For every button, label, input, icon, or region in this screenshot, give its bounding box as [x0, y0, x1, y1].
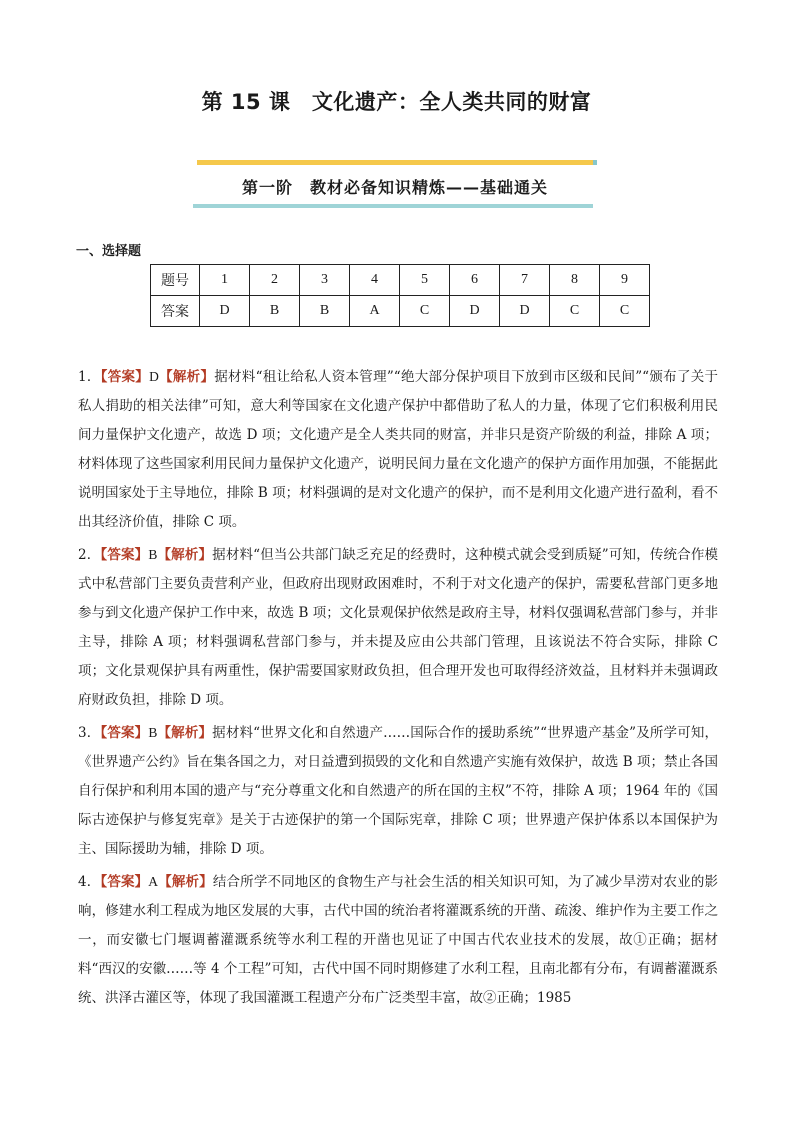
explanation-item [78, 718, 718, 864]
analysis-text: 据材料“租让给私人资本管理”“绝大部分保护项目下放到市区级和民间”“颁布了关于私人捐助的相关法律”可知，意大利等国家在文化遗产保护中都借助了私人的力量，体现了它们积极利用民间力量保护文化遗产，故选 D 项；文化遗产是全人类共同的财富，并非只是资产阶级的利益，排除 A 项；材料体现了这些国家利用民间力量保护文化遗产，说明民间力量在文化遗产的保护方面作用加强，不能据此说明国家处于主导地位，排除 B 项；材料强调的是对文化遗产的保护，而不是利用文化遗产进行盈利，看不出其经济价值，排除 C 项。 [78, 369, 719, 530]
explanation-item [78, 867, 718, 1013]
table-cell: 8 [550, 265, 600, 296]
table-cell: 2 [250, 265, 300, 296]
table-cell: 3 [300, 265, 350, 296]
analysis-tag: 【解析】 [158, 369, 215, 385]
answer-tag: 【答案】 [100, 369, 150, 385]
banner-top-bar [197, 160, 593, 165]
table-row-numbers [151, 265, 650, 296]
answer-tag: 【答案】 [100, 874, 149, 890]
table-cell: 1 [200, 265, 250, 296]
table-cell: B [300, 296, 350, 327]
table-cell: D [450, 296, 500, 327]
analysis-tag: 【解析】 [158, 874, 213, 890]
table-cell: A [350, 296, 400, 327]
analysis-text: 据材料“世界文化和自然遗产……国际合作的援助系统”“世界遗产基金”及所学可知，《世界遗产公约》旨在集各国之力，对日益遭到损毁的文化和自然遗产实施有效保护，故选 B 项；禁止各国自行保护和利用本国的遗产与“充分尊重文化和自然遗产的所在国的主权”不符，排除 A 项；1964 年的《国际古迹保护与修复宪章》是关于古迹保护的第一个国际宪章，排除 C 项；世界遗产保护体系以本国保护为主、国际援助为辅，排除 D 项。 [78, 725, 719, 857]
lesson-title: 第 15 课 文化遗产：全人类共同的财富 [201, 90, 592, 114]
item-number: 2． [78, 547, 101, 563]
table-cell: 4 [350, 265, 400, 296]
answer-letter: B [148, 547, 158, 562]
table-cell: 7 [500, 265, 550, 296]
banner-title: 第一阶 教材必备知识精炼——基础通关 [241, 178, 548, 197]
table-cell: D [200, 296, 250, 327]
table-cell: C [550, 296, 600, 327]
explanations [78, 362, 718, 1016]
answer-letter: A [148, 874, 159, 889]
item-number: 4． [78, 874, 101, 890]
section-banner [193, 160, 597, 210]
table-cell: B [250, 296, 300, 327]
answer-tag: 【答案】 [100, 547, 149, 563]
banner-top-bar-end [593, 160, 597, 165]
answer-table [150, 264, 650, 327]
table-row-answers [151, 296, 650, 327]
table-cell: 6 [450, 265, 500, 296]
analysis-text: 据材料“但当公共部门缺乏充足的经费时，这种模式就会受到质疑”可知，传统合作模式中私营部门主要负责营利产业，但政府出现财政困难时，不利于对文化遗产的保护，需要私营部门更多地参与到文化遗产保护工作中来，故选 B 项；文化景观保护依然是政府主导，材料仅强调私营部门参与，并非主导，排除 A 项；材料强调私营部门参与，并未提及应由公共部门管理，且该说法不符合实际，排除 C 项；文化景观保护具有两重性，保护需要国家财政负担，但合理开发也可取得经济效益，且材料并未强调政府财政负担，排除 D 项。 [78, 547, 719, 708]
banner-bottom-bar [193, 204, 593, 208]
answer-letter: D [149, 369, 159, 384]
analysis-text: 结合所学不同地区的食物生产与社会生活的相关知识可知，为了减少旱涝对农业的影响，修建水利工程成为地区发展的大事，古代中国的统治者将灌溉系统的开凿、疏浚、维护作为主要工作之一，而安徽七门堰调蓄灌溉系统等水利工程的开凿也见证了中国古代农业技术的发展，故①正确；据材料“西汉的安徽……等 4 个工程”可知，古代中国不同时期修建了水利工程，且南北都有分布，有调蓄灌溉系统、洪泽古灌区等，体现了我国灌溉工程遗产分布广泛类型丰富，故②正确；1985 [78, 874, 719, 1006]
answer-tag: 【答案】 [100, 725, 149, 741]
explanation-item [78, 540, 718, 715]
item-number: 3． [78, 725, 101, 741]
table-cell: 9 [600, 265, 650, 296]
table-header-number: 题号 [151, 265, 200, 296]
table-cell: D [500, 296, 550, 327]
answer-letter: B [148, 725, 158, 740]
explanation-item [78, 362, 718, 537]
table-cell: C [400, 296, 450, 327]
table-header-answer: 答案 [151, 296, 200, 327]
table-cell: 5 [400, 265, 450, 296]
section-heading: 一、选择题 [76, 244, 142, 259]
analysis-tag: 【解析】 [157, 725, 213, 741]
analysis-tag: 【解析】 [157, 547, 213, 563]
item-number: 1． [78, 369, 101, 385]
table-cell: C [600, 296, 650, 327]
